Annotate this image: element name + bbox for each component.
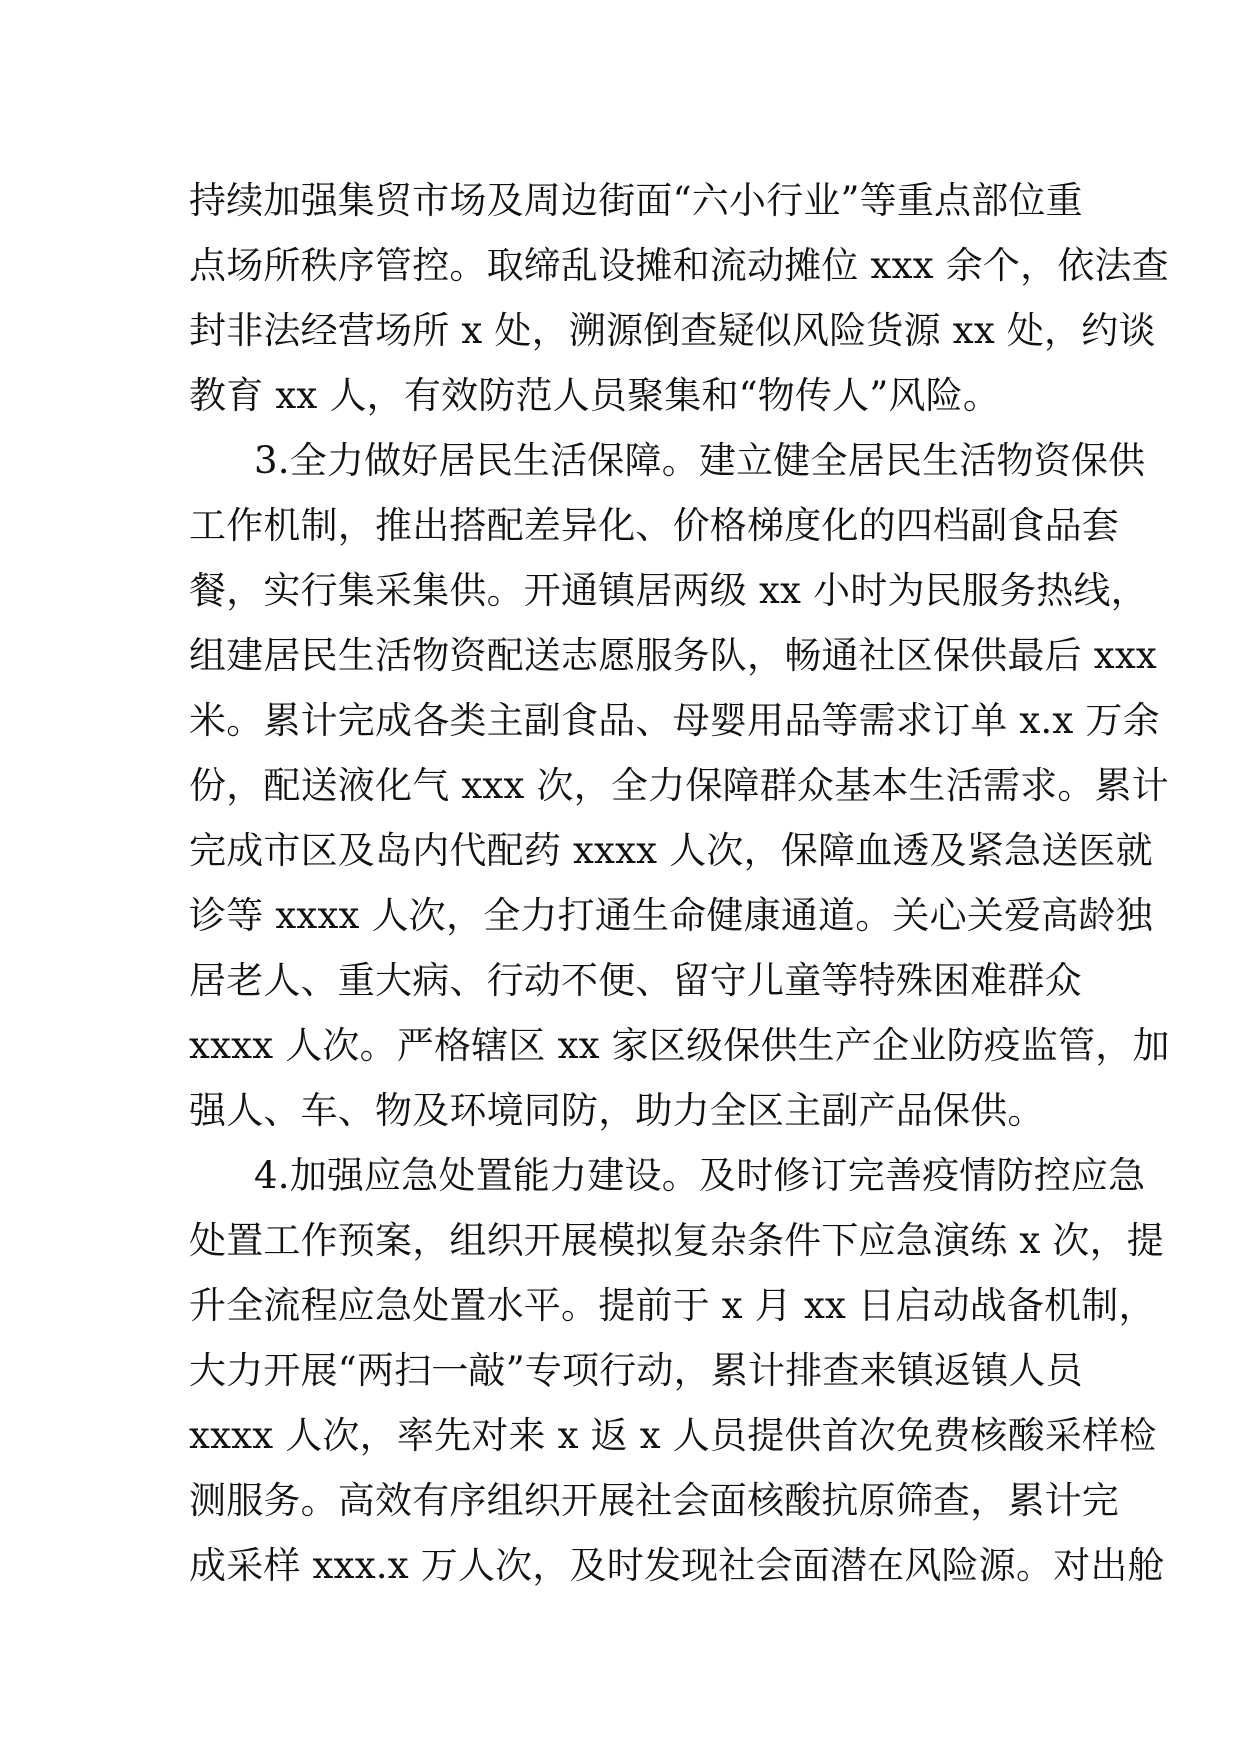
paragraph-line: 持续加强集贸市场及周边街面“六小行业”等重点部位重: [189, 179, 1083, 222]
paragraph-line: xxxx 人次，率先对来 x 返 x 人员提供首次免费核酸采样检: [189, 1414, 1157, 1457]
paragraph-line: 强人、车、物及环境同防，助力全区主副产品保供。: [189, 1089, 1045, 1132]
paragraph-line: 组建居民生活物资配送志愿服务队，畅通社区保供最后 xxx: [189, 634, 1157, 677]
paragraph-line: 工作机制，推出搭配差异化、价格梯度化的四档副食品套: [189, 504, 1119, 547]
paragraph-line: 成采样 xxx.x 万人次，及时发现社会面潜在风险源。对出舱: [189, 1544, 1165, 1587]
section-heading-line: 3.全力做好居民生活保障。建立健全居民生活物资保供: [254, 439, 1146, 482]
document-body: [189, 168, 1170, 1598]
paragraph-line: 份，配送液化气 xxx 次，全力保障群众基本生活需求。累计: [189, 764, 1169, 807]
paragraph-line: 居老人、重大病、行动不便、留守儿童等特殊困难群众: [189, 959, 1082, 1002]
paragraph-line: 诊等 xxxx 人次，全力打通生命健康通道。关心关爱高龄独: [189, 894, 1153, 937]
paragraph-line: 餐，实行集采集供。开通镇居两级 xx 小时为民服务热线，: [189, 569, 1148, 612]
paragraph-line: 完成市区及岛内代配药 xxxx 人次，保障血透及紧急送医就: [189, 829, 1153, 872]
paragraph-line: 封非法经营场所 x 处，溯源倒查疑似风险货源 xx 处，约谈: [189, 309, 1156, 352]
paragraph-line: 米。累计完成各类主副食品、母婴用品等需求订单 x.x 万余: [189, 699, 1160, 742]
paragraph-line: 教育 xx 人，有效防范人员聚集和“物传人”风险。: [189, 374, 1001, 417]
paragraph-line: xxxx 人次。严格辖区 xx 家区级保供生产企业防疫监管，加: [189, 1024, 1170, 1067]
paragraph-line: 大力开展“两扫一敲”专项行动，累计排查来镇返镇人员: [189, 1349, 1083, 1392]
paragraph-line: 处置工作预案，组织开展模拟复杂条件下应急演练 x 次，提: [189, 1219, 1164, 1262]
paragraph-line: 点场所秩序管控。取缔乱设摊和流动摊位 xxx 余个，依法查: [189, 244, 1169, 287]
paragraph-line: 测服务。高效有序组织开展社会面核酸抗原筛查，累计完: [189, 1479, 1119, 1522]
paragraph-line: 升全流程应急处置水平。提前于 x 月 xx 日启动战备机制，: [189, 1284, 1156, 1327]
section-heading-line: 4.加强应急处置能力建设。及时修订完善疫情防控应急: [254, 1154, 1146, 1197]
